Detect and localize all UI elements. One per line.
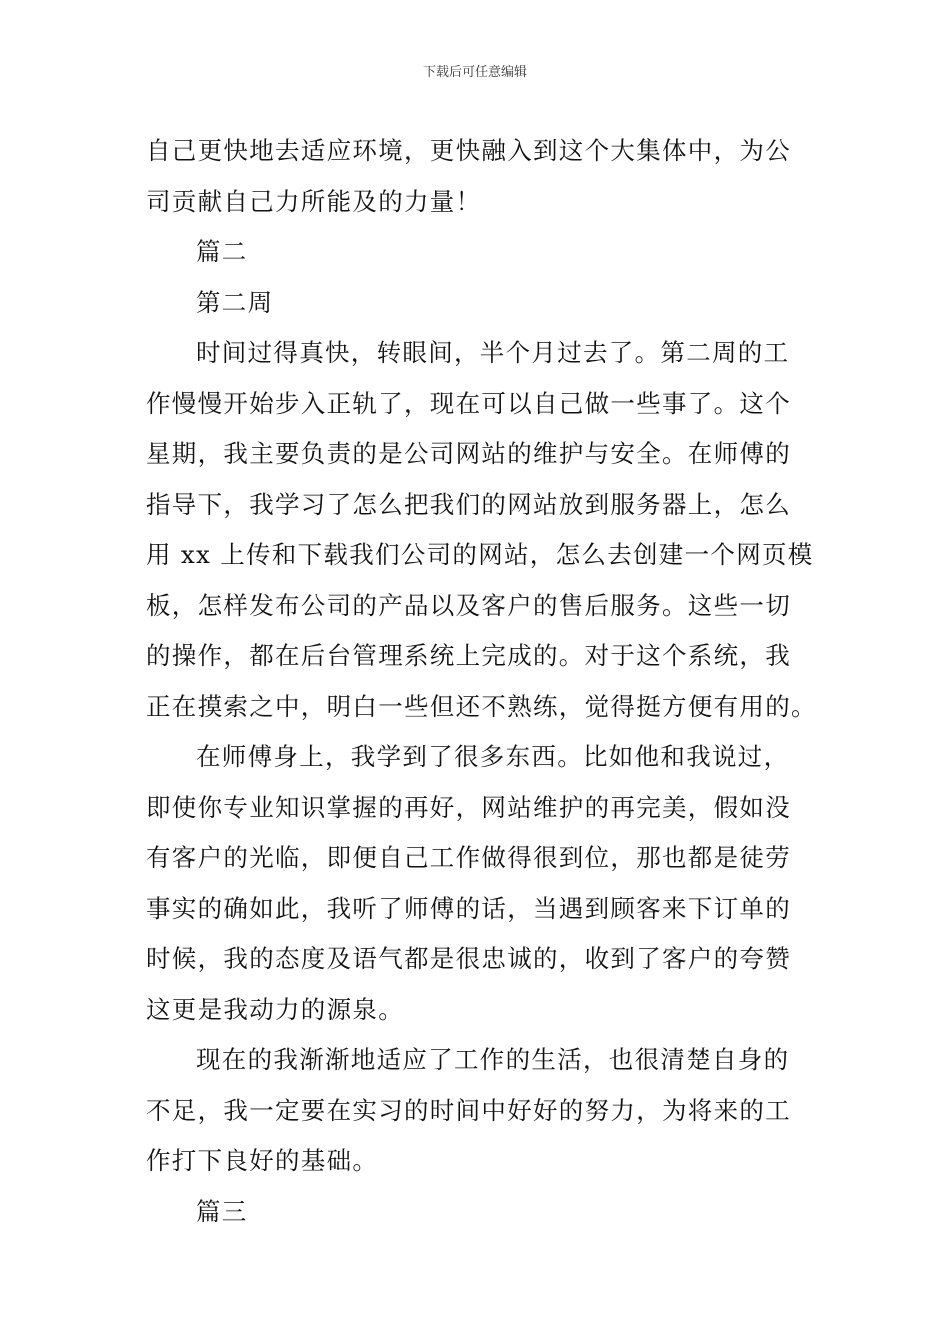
text-line: 自己更快地去适应环境，更快融入到这个大集体中，为公	[146, 136, 791, 165]
text-line: 用 xx 上传和下载我们公司的网站，怎么去创建一个网页模	[146, 540, 814, 569]
text-line: 作慢慢开始步入正轨了，现在可以自己做一些事了。这个	[146, 388, 791, 418]
text-line: 即使你专业知识掌握的再好，网站维护的再完美，假如没	[146, 792, 791, 822]
text-line: 司贡献自己力所能及的力量！	[146, 186, 482, 216]
text-line: 星期，我主要负责的是公司网站的维护与安全。在师傅的	[146, 439, 791, 468]
paragraph-start: 时间过得真快，转眼间，半个月过去了。第二周的工	[196, 338, 790, 367]
paragraph-start: 现在的我渐渐地适应了工作的生活，也很清楚自身的	[196, 1045, 790, 1074]
document-body	[146, 128, 817, 1239]
text-line: 指导下，我学习了怎么把我们的网站放到服务器上，怎么	[146, 489, 791, 519]
section-heading: 篇二	[196, 237, 248, 266]
text-line: 事实的确如此，我听了师傅的话，当遇到顾客来下订单的	[146, 893, 791, 923]
text-line: 板，怎样发布公司的产品以及客户的售后服务。这些一切	[146, 590, 791, 620]
text-line: 作打下良好的基础。	[146, 1146, 379, 1175]
section-heading: 篇三	[196, 1196, 248, 1226]
text-line: 不足，我一定要在实习的时间中好好的努力，为将来的工	[146, 1095, 791, 1125]
text-line: 正在摸索之中，明白一些但还不熟练，觉得挺方便有用的。	[146, 691, 817, 721]
paragraph-start: 在师傅身上，我学到了很多东西。比如他和我说过，	[196, 742, 790, 771]
text-line: 时候，我的态度及语气都是很忠诚的，收到了客户的夸赞	[146, 944, 791, 973]
subsection-heading: 第二周	[196, 287, 274, 317]
text-line: 这更是我动力的源泉。	[146, 994, 404, 1024]
text-line: 的操作，都在后台管理系统上完成的。对于这个系统，我	[146, 641, 791, 670]
text-line: 有客户的光临，即便自己工作做得很到位，那也都是徒劳	[146, 843, 791, 872]
page-header: 下载后可任意编辑	[422, 65, 527, 80]
